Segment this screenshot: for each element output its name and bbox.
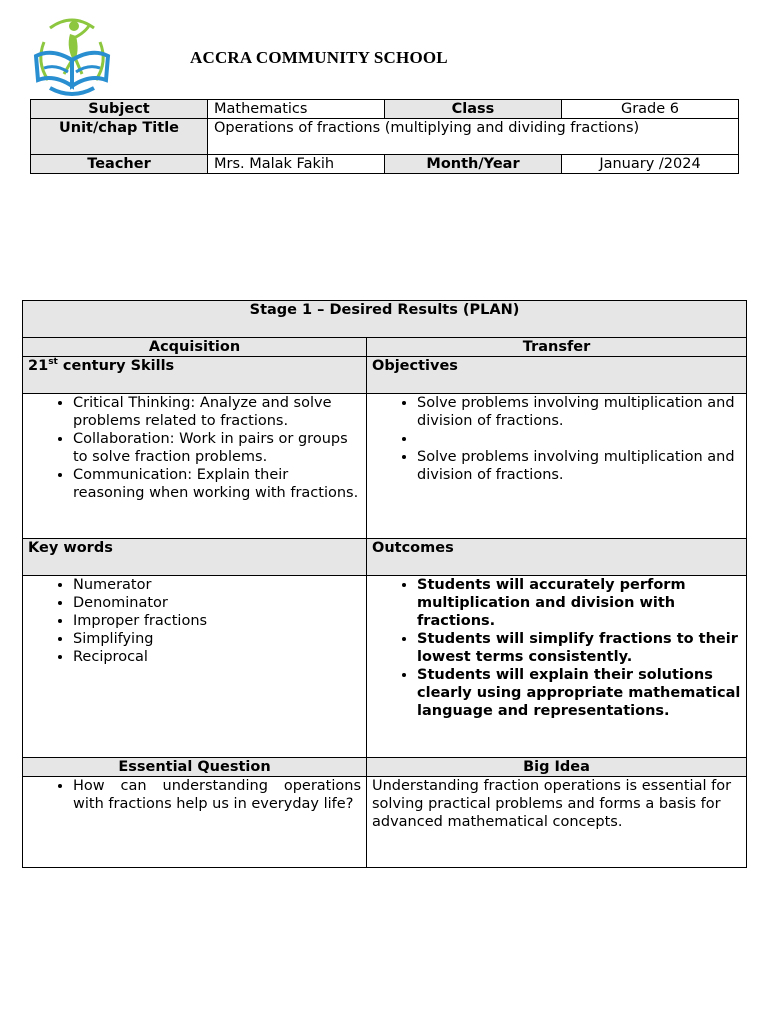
stage-title: Stage 1 – Desired Results (PLAN) — [23, 301, 747, 338]
list-item: • Critical Thinking: Analyze and solve problems related to fractions. — [73, 394, 361, 430]
teacher-value: Mrs. Malak Fakih — [208, 155, 385, 174]
list-item — [417, 430, 741, 448]
outcomes-list — [372, 576, 741, 720]
keywords-cell — [23, 576, 367, 758]
list-item: • Collaboration: Work in pairs or groups to solve fraction problems. — [73, 430, 361, 466]
month-year-label: Month/Year — [385, 155, 562, 174]
outcomes-cell — [367, 576, 747, 758]
lesson-info-table — [30, 99, 739, 174]
school-logo — [30, 12, 114, 102]
acquisition-header: Acquisition — [23, 338, 367, 357]
skills-list — [28, 394, 361, 502]
big-idea-header: Big Idea — [367, 758, 747, 777]
objectives-heading: Objectives — [367, 357, 747, 394]
essential-question-cell — [23, 777, 367, 868]
skills-cell — [23, 394, 367, 539]
class-label: Class — [385, 100, 562, 119]
list-item: • Denominator — [73, 594, 361, 612]
essential-question-header: Essential Question — [23, 758, 367, 777]
objectives-list — [372, 394, 741, 484]
keywords-heading: Key words — [23, 539, 367, 576]
unit-title-label: Unit/chap Title — [31, 119, 208, 155]
teacher-label: Teacher — [31, 155, 208, 174]
outcomes-heading: Outcomes — [367, 539, 747, 576]
list-item: • Solve problems involving multiplication and division of fractions. — [417, 448, 741, 484]
keywords-list — [28, 576, 361, 666]
list-item: • Numerator — [73, 576, 361, 594]
school-name: ACCRA COMMUNITY SCHOOL — [190, 48, 448, 67]
month-year-value: January /2024 — [562, 155, 739, 174]
stage1-plan-table — [22, 300, 747, 868]
big-idea: Understanding fraction operations is essential for solving practical problems and forms a basis for advanced mathematical concepts. — [367, 777, 747, 868]
essential-question-list — [28, 777, 361, 813]
objectives-cell — [367, 394, 747, 539]
unit-title-value: Operations of fractions (multiplying and dividing fractions) — [208, 119, 739, 155]
list-item: • Solve problems involving multiplication and division of fractions. — [417, 394, 741, 430]
list-item: • Students will explain their solutions clearly using appropriate mathematical language and representations. — [417, 666, 741, 720]
essential-question: • How can understanding operations with fractions help us in everyday life? — [73, 777, 361, 813]
list-item: • Students will accurately perform multiplication and division with fractions. — [417, 576, 741, 630]
subject-label: Subject — [31, 100, 208, 119]
transfer-header: Transfer — [367, 338, 747, 357]
list-item: • Simplifying — [73, 630, 361, 648]
list-item: • Improper fractions — [73, 612, 361, 630]
list-item: • Reciprocal — [73, 648, 361, 666]
subject-value: Mathematics — [208, 100, 385, 119]
list-item: • Students will simplify fractions to their lowest terms consistently. — [417, 630, 741, 666]
class-value: Grade 6 — [562, 100, 739, 119]
list-item: • Communication: Explain their reasoning when working with fractions. — [73, 466, 361, 502]
skills-heading: 21st century Skills — [23, 357, 367, 394]
